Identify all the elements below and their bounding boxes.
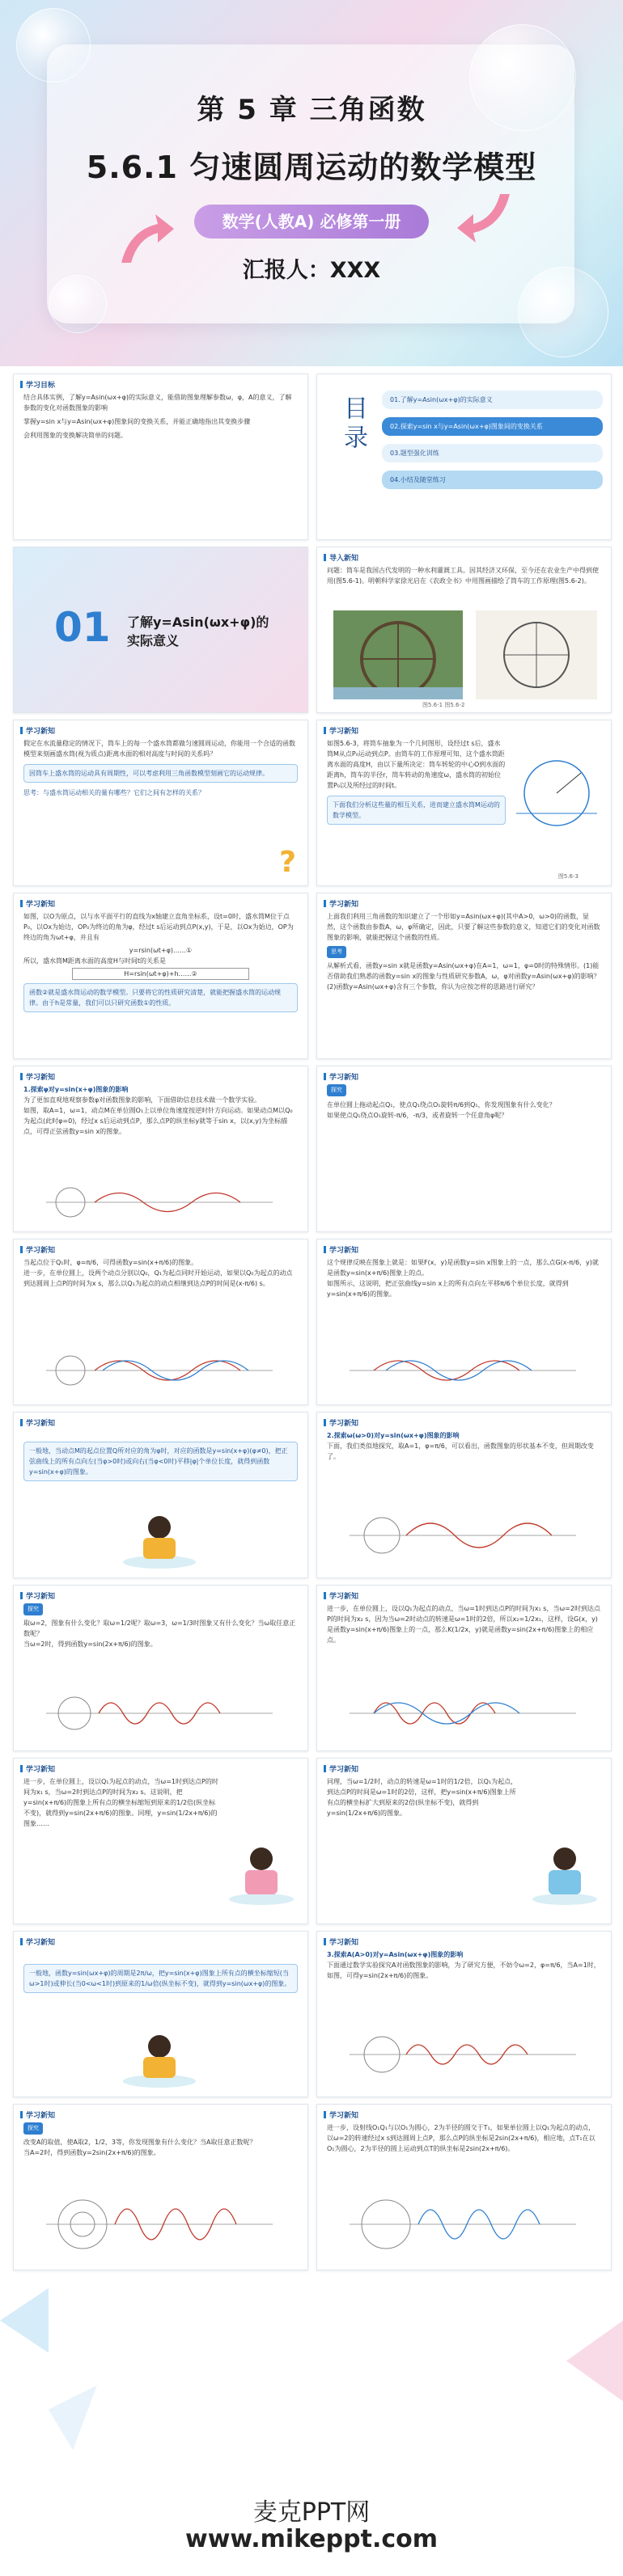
slide-title: 学习新知 [20,1417,55,1428]
slide-text: 如图，以O为原点，以与水平面平行的直线为x轴建立直角坐标系，设t=0时，盛水筒M位于点P₀，以Ox为始边，OP₀为终边的角为φ，经过t s后运动到点P(x,y)，于是，以Ox为始边，OP为终边的角为ωt+φ，并且有 [23,913,294,941]
slide-new-10 [316,1412,612,1578]
objective-item: 结合具体实例，了解y=Asin(ωx+φ)的实际意义，能借助图象理解参数ω，φ，A的意义，了解参数的变化对函数图象的影响 [23,394,292,412]
slide-new-11 [13,1585,308,1751]
slide-new-15 [13,1931,308,2097]
slide-text: 改变A的取值，使A取2，1/2，3等，你发现图象有什么变化？当A取任意正数呢？ [23,2139,256,2146]
slide-objectives [13,374,308,540]
question-text: 思考：与盛水筒运动相关的量有哪些？它们之间有怎样的关系？ [23,789,205,796]
slide-text: 下面，我们类似地探究，取A=1，φ=π/6，可以看出，函数图象的形状基本不变，但周期改变了。 [327,1442,594,1460]
slide-new-1 [13,720,308,886]
sine-graph [46,1683,273,1743]
slide-text: 在单位圆上拖动起点Q₁，使点Q₁绕点O₁旋转π/6到Q₁，你发现图象有什么变化？ [327,1101,556,1109]
slide-title: 学习新知 [324,1590,358,1601]
slide-new-17 [13,2104,308,2270]
slide-new-3 [13,893,308,1059]
slide-text: 当ω=2时，得到函数y=sin(2x+π/6)的图象。 [23,1641,157,1648]
slide-title: 学习新知 [20,1936,55,1947]
slide-text: 进一步，设射线O₁Q₁与以O₁为圆心，2为半径的圆交于T₁，如果单位圆上以Q₁为起点的动点，以ω=2的转速经过x s到达圆周上点P，那么点P的纵坐标是2sin(2x+π/6)，相应地，点T₁在以O₁为圆心，2为半径的圆上运动到点T的纵坐标是2sin(2x+π/6)。 [327,2124,595,2152]
slide-title: 学习目标 [20,379,55,390]
slide-new-14 [316,1758,612,1924]
slide-new-7 [13,1239,308,1405]
slide-subheading: 1.探索φ对y=sin(x+φ)图象的影响 [23,1086,129,1093]
formula-2: H=rsin(ωt+φ)+h……② [72,968,249,980]
slide-title: 学习新知 [20,1590,55,1601]
key-box: 函数②就是盛水筒运动的数学模型。只要将它的性质研究清楚，就能把握盛水筒的运动规律。由于h是常量，我们可以只研究函数①的性质。 [23,983,298,1012]
slide-subheading: 3.探索A(A>0)对y=Asin(ωx+φ)图象的影响 [327,1951,464,1958]
slide-title: 导入新知 [324,552,358,563]
student-illustration [119,2029,200,2089]
explore-tag: 探究 [327,1084,346,1096]
slide-text: 进一步，在单位圆上，设两个动点分别以Q₀，Q₁为起点同时开始运动，如果以Q₀为起点的动点到达圆周上点P的时间为x s，那么以Q₁为起点的动点相继到达点P的时间是(x-π/6) s。 [23,1269,293,1287]
brand-url[interactable]: www.mikeppt.com [185,2525,438,2553]
explore-tag: 探究 [23,2122,43,2135]
toc-item[interactable]: 04.小结及随堂练习 [382,471,603,489]
slide-text: 所以，盛水筒M距离水面的高度H与时间t的关系是 [23,957,167,965]
think-tag: 思考 [327,946,346,958]
slide-intro [316,547,612,713]
slide-title: 学习新知 [324,725,358,736]
footer-decoration [0,2288,623,2482]
slide-text: 进一步，在单位圆上，设以Q₁为起点的动点，当ω=1时到达点P的时间为x₁ s，当ω=2时到达点P的时间为x₂ s。这说明，把y=sin(x+π/6)的图象上所有点的横坐标缩短到原来的1/2倍(纵坐标不变)，就得到y=sin(2x+π/6)的图象。同理，y=sin(1/2x+π/6)的图象…… [23,1778,218,1827]
slide-text: 同理，当ω=1/2时，动点的转速是ω=1时的1/2倍，以Q₁为起点，到达点P的时间是ω=1时的2倍，这样，把y=sin(x+π/6)图象上所有点的横坐标扩大到原来的2倍(纵坐标不变)，就得到y=sin(1/2x+π/6)的图象。 [327,1778,518,1817]
student-illustration [119,1510,200,1570]
slide-title: 学习新知 [324,1417,358,1428]
sine-graph [350,1345,576,1397]
slide-text: 如图所示，这说明，把正弦曲线y=sin x上的所有点向左平移π/6个单位长度，就得到y=sin(x+π/6)的图象。 [327,1280,569,1298]
slide-title: 学习新知 [20,1071,55,1082]
student-illustration [528,1835,601,1907]
slide-subheading: 2.探索ω(ω>0)对y=sin(ωx+φ)图象的影响 [327,1432,460,1439]
slide-text: 当A=2时，得到函数y=2sin(2x+π/6)的图象。 [23,2149,160,2156]
waterwheel-photo [333,610,463,699]
sine-graph [46,1345,273,1397]
toc-item[interactable]: 03.题型强化训练 [382,444,603,462]
section-heading: 了解y=Asin(ωx+φ)的实际意义 [127,614,269,648]
slide-new-5 [13,1066,308,1232]
slide-section-01 [13,547,308,713]
key-box: 下面我们分析这些量的相互关系，进而建立盛水筒M运动的数学模型。 [327,796,506,825]
slide-new-9 [13,1412,308,1578]
slide-text: 假定在水流量稳定的情况下，筒车上的每一个盛水筒都做匀速圆周运动，你能用一个合适的函数模型来刻画盛水筒(视为质点)距离水面的相对高度与时间的关系吗？ [23,740,295,758]
slide-text: 从解析式看，函数y=sin x就是函数y=Asin(ωx+φ)在A=1，ω=1，φ=0时的特殊情形。(1)能否借助我们熟悉的函数y=sin x的图象与性质研究参数A，ω，φ对函数y=Asin(ωx+φ)的影响？(2)函数y=Asin(ωx+φ)含有三个参数，你认为应按怎样的思路进行研究？ [327,962,600,990]
reporter-label: 汇报人：XXX [242,258,381,283]
slide-new-18 [316,2104,612,2270]
figure-caption: 图5.6-1 图5.6-2 [422,702,465,708]
slide-text: 取ω=2，图象有什么变化？取ω=1/2呢？取ω=3，ω=1/3时图象又有什么变化？当ω取任意正数呢？ [23,1620,296,1637]
key-box: 因筒车上盛水筒的运动具有周期性，可以考虑利用三角函数模型刻画它的运动规律。 [23,764,298,783]
slide-text: 下面通过数学实验探究A对函数图象的影响，为了研究方便，不妨令ω=2，φ=π/6，当A=1时，如图，可得y=sin(2x+π/6)的图象。 [327,1962,600,1979]
slide-text: 问题：筒车是我国古代发明的一种水利灌溉工具。因其经济又环保，至今还在农业生产中得到使用(图5.6-1)。明朝科学家徐光启在《农政全书》中用图画描绘了筒车的工作原理(图5.6-2)。 [327,567,599,585]
textbook-pill: 数学(人教A) 必修第一册 [194,205,429,239]
slide-new-16 [316,1931,612,2097]
cover-banner [0,0,623,366]
slide-title: 学习新知 [20,2109,55,2120]
slide-title: 学习新知 [20,725,55,736]
slide-text: 如果使点Q₁绕点O₁旋转-π/6，-π/3，或者旋转一个任意角φ呢？ [327,1112,508,1119]
slide-title: 学习新知 [324,898,358,909]
student-illustration [225,1835,298,1907]
brand-name: 麦克PPT网 [252,2498,371,2527]
slide-text: 为了更加直观地观察参数φ对函数图象的影响，下面借助信息技术做一个数学实验。 [23,1096,261,1104]
sine-graph [350,1501,576,1570]
chapter-title: 第 5 章 三角函数 [197,94,426,126]
slide-title: 学习新知 [324,1244,358,1255]
slide-text: 如图5.6-3，将筒车抽象为一个几何图形，设经过t s后，盛水筒M从点P₀运动到点P。由筒车的工作原理可知，这个盛水筒距离水面的高度H，由以下量所决定：筒车转轮的中心O到水面的距离h，筒车的半径r，筒车转动的角速度ω，盛水筒的初始位置P₀以及所经过的时间t。 [327,740,506,789]
slide-title: 学习新知 [324,1936,358,1947]
toc-item[interactable]: 02.探索y=sin x与y=Asin(ωx+φ)图象间的变换关系 [382,417,603,436]
slide-title: 学习新知 [20,898,55,909]
formula-1: y=rsin(ωt+φ)……① [129,947,193,954]
arrow-decoration [453,186,518,251]
figure-caption: 图5.6-3 [557,873,578,880]
slide-text: 上面我们利用三角函数的知识建立了一个形如y=Asin(ωx+φ)(其中A>0，ω>0)的函数，显然，这个函数由参数A，ω，φ所确定，因此，只要了解这些参数的意义，知道它们的变化对函数图象的影响，就能把握这个函数的性质。 [327,913,600,941]
slide-new-4 [316,893,612,1059]
objective-item: 会利用图象的变换解决简单的问题。 [23,432,127,439]
sine-graph [46,2185,273,2262]
slide-text: 这个规律反映在图象上就是：如果F(x，y)是函数y=sin x图象上的一点，那么点G(x-π/6，y)就是函数y=sin(x+π/6)图象上的点。 [327,1259,599,1277]
lesson-title: 5.6.1 匀速圆周运动的数学模型 [86,150,537,185]
section-number: 01 [54,604,111,651]
slide-title: 学习新知 [324,2109,358,2120]
slide-title: 学习新知 [20,1244,55,1255]
toc-heading: 目录 [339,395,367,454]
slide-new-8 [316,1239,612,1405]
slide-text: 当起点位于Q₁时，φ=π/6，可得函数y=sin(x+π/6)的图象。 [23,1259,198,1266]
wheel-diagram [512,753,601,850]
sine-graph [350,2185,576,2262]
slide-title: 学习新知 [324,1763,358,1774]
slide-title: 学习新知 [324,1071,358,1082]
slide-toc [316,374,612,540]
slide-new-12 [316,1585,612,1751]
sine-graph [46,1180,273,1224]
waterwheel-drawing [476,610,597,699]
explore-tag: 探究 [23,1603,43,1615]
slide-text: 进一步，在单位圆上，设以Q₁为起点的动点，当ω=1时到达点P的时间为x₁ s，当ω=2时到达点P的时间为x₂ s，因为当ω=2时动点的转速是ω=1时的2倍，所以x₂=1/2x₁，这样，设G(x，y)是函数y=sin(x+π/6)图象上的一点，那么K(1/2x，y)就是函数y=sin(2x+π/6)图象上的相应点。 [327,1605,600,1644]
slide-text: 如图，取A=1，ω=1，动点M在单位圆O₁上以单位角速度按逆时针方向运动。如果动点M以Q₀为起点(此时φ=0)，经过x s后运动到点P，那么点P的纵坐标y就等于sin x，以(x,y)为坐标描点，可得正弦函数y=sin x的图象。 [23,1107,293,1135]
slide-new-2 [316,720,612,886]
sine-graph [350,1683,576,1743]
key-box: 一般地，当动点M的起点位置Q所对应的角为φ时，对应的函数是y=sin(x+φ)(φ≠0)，把正弦曲线上的所有点向左(当φ>0时)或向右(当φ<0时)平移|φ|个单位长度，就得到函数y=sin(x+φ)的图象。 [23,1442,298,1481]
toc-item[interactable]: 01.了解y=Asin(ωx+φ)的实际意义 [382,391,603,409]
objective-item: 掌握y=sin x与y=Asin(ωx+φ)图象间的变换关系，并能正确地指出其变换步骤 [23,418,251,425]
question-mark-icon: ? [279,846,296,879]
sine-graph [350,2021,576,2089]
slide-new-6 [316,1066,612,1232]
slide-new-13 [13,1758,308,1924]
slide-title: 学习新知 [20,1763,55,1774]
key-box: 一般地，函数y=sin(ωx+φ)的周期是2π/ω，把y=sin(x+φ)图象上所有点的横坐标缩短(当ω>1时)或伸长(当0<ω<1时)到原来的1/ω倍(纵坐标不变)，就得到y=sin(ωx+φ)的图象。 [23,1964,298,1993]
